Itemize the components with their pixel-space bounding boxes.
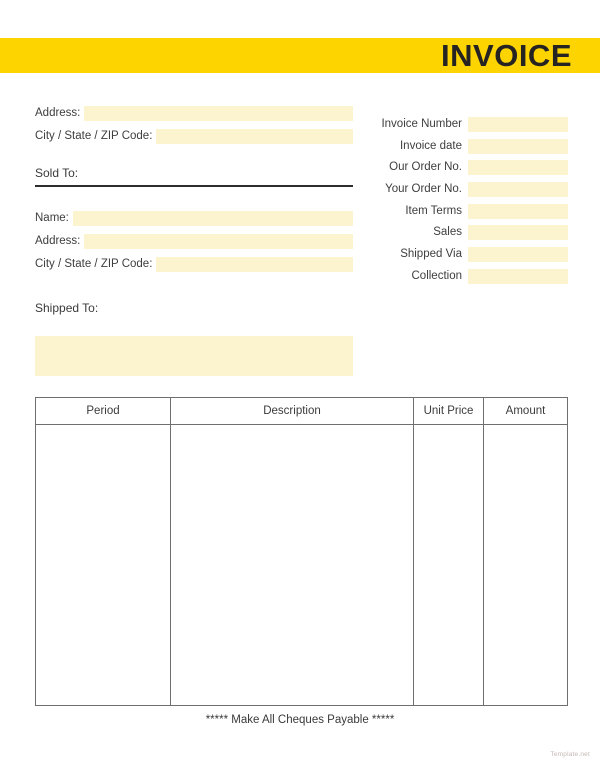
- sold-to-heading: Sold To:: [35, 166, 353, 187]
- meta-row-invoice-number: [368, 117, 568, 132]
- cell-period: [36, 425, 171, 706]
- sold-to-address-label: Address:: [35, 235, 81, 247]
- invoice-date-input[interactable]: [468, 139, 568, 154]
- item-terms-input[interactable]: [468, 204, 568, 219]
- invoice-date-label: Invoice date: [399, 140, 462, 152]
- collection-input[interactable]: [468, 269, 568, 284]
- cell-description: [171, 425, 414, 706]
- company-address-row: [35, 106, 353, 121]
- shipped-to-input[interactable]: [35, 336, 353, 376]
- sold-to-name-row: [35, 211, 353, 226]
- shipped-via-input[interactable]: [468, 247, 568, 262]
- sold-to-address-input[interactable]: [84, 234, 353, 249]
- sold-to-address-row: [35, 234, 353, 249]
- column-header-amount: Amount: [484, 398, 568, 425]
- column-header-period: Period: [36, 398, 171, 425]
- shipped-to-heading: Shipped To:: [35, 301, 99, 315]
- sold-to-city-label: City / State / ZIP Code:: [35, 258, 153, 270]
- items-table-body-row: [36, 425, 568, 706]
- page-title: INVOICE: [441, 38, 572, 73]
- company-address-label: Address:: [35, 107, 81, 119]
- sold-to-city-row: [35, 257, 353, 272]
- meta-row-our-order-no: [368, 160, 568, 175]
- meta-row-invoice-date: [368, 139, 568, 154]
- company-city-row: [35, 129, 353, 144]
- shipped-via-label: Shipped Via: [400, 248, 462, 260]
- company-city-input[interactable]: [156, 129, 353, 144]
- items-table-header-row: [36, 398, 568, 425]
- your-order-no-input[interactable]: [468, 182, 568, 197]
- sales-label: Sales: [433, 226, 462, 238]
- meta-row-item-terms: [368, 204, 568, 219]
- watermark: Template.net: [550, 751, 590, 758]
- item-terms-label: Item Terms: [405, 205, 462, 217]
- company-city-label: City / State / ZIP Code:: [35, 130, 153, 142]
- our-order-no-label: Our Order No.: [389, 161, 462, 173]
- title-band: [0, 38, 600, 73]
- collection-label: Collection: [411, 270, 462, 282]
- items-table: [35, 397, 568, 706]
- cheques-payable-note: ***** Make All Cheques Payable *****: [205, 714, 395, 726]
- column-header-description: Description: [171, 398, 414, 425]
- sales-input[interactable]: [468, 225, 568, 240]
- your-order-no-label: Your Order No.: [385, 183, 462, 195]
- company-address-input[interactable]: [84, 106, 353, 121]
- cell-amount: [484, 425, 568, 706]
- meta-row-your-order-no: [368, 182, 568, 197]
- meta-row-sales: [368, 225, 568, 240]
- meta-row-shipped-via: [368, 247, 568, 262]
- column-header-unit-price: Unit Price: [414, 398, 484, 425]
- meta-row-collection: [368, 269, 568, 284]
- sold-to-name-input[interactable]: [73, 211, 353, 226]
- sold-to-city-input[interactable]: [156, 257, 353, 272]
- our-order-no-input[interactable]: [468, 160, 568, 175]
- invoice-number-input[interactable]: [468, 117, 568, 132]
- invoice-number-label: Invoice Number: [381, 118, 462, 130]
- sold-to-name-label: Name:: [35, 212, 69, 224]
- cell-unit-price: [414, 425, 484, 706]
